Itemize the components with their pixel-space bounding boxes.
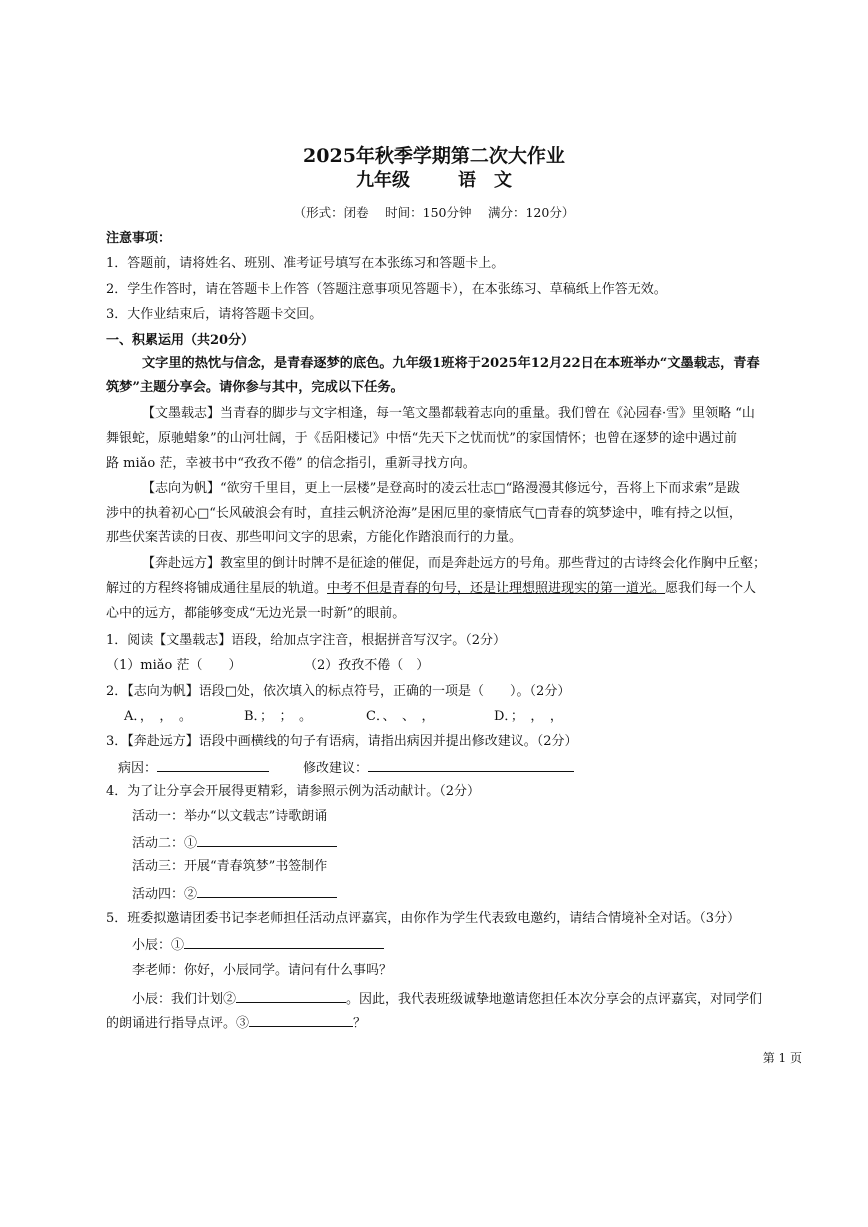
- question-1b: （2）孜孜不倦（ ）: [304, 658, 430, 673]
- passage-text: 愿我们每一个人: [665, 581, 757, 596]
- exam-info: （形式：闭卷 时间：150分钟 满分：120分）: [293, 205, 575, 220]
- question-4: 4．为了让分享会开展得更精彩，请参照示例为活动献计。（2分）: [106, 784, 481, 799]
- option-b: B．； ； 。: [244, 709, 313, 724]
- dialogue-text: ？: [353, 1016, 367, 1031]
- dialogue-label: 小辰：①: [132, 938, 185, 953]
- dialogue-blank[interactable]: [184, 936, 384, 949]
- activity-blank[interactable]: [197, 834, 337, 847]
- answer-line: [303, 759, 574, 777]
- fix-blank[interactable]: [368, 759, 574, 772]
- answer-line: [118, 759, 269, 777]
- passage-line: 【奔赴远方】教室里的倒计时牌不是征途的催促，而是奔赴远方的号角。那些背过的古诗终会化作胸中丘壑；: [142, 556, 767, 571]
- subject-label: 语 文: [458, 170, 512, 191]
- activity-label: 活动二：①: [132, 836, 198, 851]
- activity-line: [132, 885, 337, 903]
- notice-item: 2．学生作答时，请在答题卡上作答（答题注意事项见答题卡），在本张练习、草稿纸上作答无效。: [106, 282, 667, 297]
- exam-title: 2025年秋季学期第二次大作业: [303, 145, 565, 167]
- dialogue-line: [132, 990, 762, 1008]
- passage-line: 心中的远方，都能够变成“无边光景一时新”的眼前。: [106, 606, 406, 621]
- passage-line: 路 miǎo 茫，幸被书中“孜孜不倦” 的信念指引，重新寻找方向。: [106, 456, 476, 471]
- section-intro: 文字里的热忱与信念，是青春逐梦的底色。九年级1班将于2025年12月22日在本班举办“文墨载志，青春: [142, 356, 760, 371]
- notice-item: 3．大作业结束后，请将答题卡交回。: [106, 307, 323, 322]
- grade-subject-line: [0, 170, 868, 191]
- question-1a: （1）miǎo 茫（ ）: [106, 658, 242, 673]
- activity-label: 活动四：②: [132, 887, 198, 902]
- section-intro: 筑梦”主题分享会。请你参与其中，完成以下任务。: [106, 380, 404, 395]
- dialogue-text: 。因此，我代表班级诚挚地邀请您担任本次分享会的点评嘉宾，对同学们: [346, 992, 763, 1007]
- passage-line: 舞银蛇，原驰蜡象”的山河壮阔，于《岳阳楼记》中悟“先天下之忧而忧”的家国情怀；也曾在逐梦的途中遇过前: [106, 431, 737, 446]
- passage-line: 【志向为帆】“欲穷千里目，更上一层楼”是登高时的凌云壮志□“路漫漫其修远兮，吾将上下而求索”是跋: [142, 481, 740, 496]
- question-1: 1．阅读【文墨载志】语段，给加点字注音，根据拼音写汉字。（2分）: [106, 633, 507, 648]
- section-heading: 一、积累运用（共20分）: [106, 333, 255, 348]
- activity-blank[interactable]: [197, 885, 337, 898]
- activity-line: 活动一：举办“以文载志”诗歌朗诵: [132, 809, 328, 824]
- underlined-faulty-sentence: 中考不但是青春的句号，还是让理想照进现实的第一道光。: [327, 581, 666, 596]
- question-3: 3．【奔赴远方】语段中画横线的句子有语病，请指出病因并提出修改建议。（2分）: [106, 734, 578, 749]
- question-2: 2．【志向为帆】语段□处，依次填入的标点符号，正确的一项是（ ）。（2分）: [106, 684, 571, 699]
- notice-item: 1．答题前，请将姓名、班别、准考证号填写在本张练习和答题卡上。: [106, 256, 505, 271]
- page-number: 第 1 页: [762, 1051, 802, 1065]
- dialogue-blank[interactable]: [236, 990, 346, 1003]
- option-d: D．； ， ，: [494, 709, 563, 724]
- dialogue-text: 小辰：我们计划②: [132, 992, 237, 1007]
- cause-blank[interactable]: [157, 759, 269, 772]
- passage-line: 涉中的执着初心□“长风破浪会有时，直挂云帆济沧海”是困厄里的豪情底气□青春的筑梦途中，唯有持之以恒，: [106, 506, 742, 521]
- dialogue-line: 李老师：你好，小辰同学。请问有什么事吗？: [132, 963, 393, 978]
- fix-label: 修改建议：: [303, 761, 369, 776]
- question-5: 5．班委拟邀请团委书记李老师担任活动点评嘉宾，由你作为学生代表致电邀约，请结合情境补全对话。（3分）: [106, 911, 741, 926]
- option-c: C．、 、 ，: [366, 709, 435, 724]
- cause-label: 病因：: [118, 761, 158, 776]
- passage-text: 解过的方程终将铺成通往星辰的轨道。: [106, 581, 328, 596]
- notice-heading: 注意事项：: [106, 231, 172, 246]
- passage-line: 那些伏案苦读的日夜、那些叩问文字的思索，方能化作踏浪而行的力量。: [106, 530, 523, 545]
- activity-line: 活动三：开展“青春筑梦”书签制作: [132, 859, 328, 874]
- passage-line: [106, 581, 756, 597]
- dialogue-line: [132, 936, 384, 954]
- option-a: A．， ， 。: [124, 709, 192, 724]
- activity-line: [132, 834, 337, 852]
- passage-line: 【文墨载志】当青春的脚步与文字相逢，每一笔文墨都载着志向的重量。我们曾在《沁园春·雪》里领略 “山: [142, 406, 755, 421]
- grade-label: 九年级: [356, 170, 410, 191]
- dialogue-text: 的朗诵进行指导点评。③: [106, 1016, 250, 1031]
- dialogue-blank[interactable]: [249, 1014, 353, 1027]
- dialogue-line: [106, 1014, 366, 1032]
